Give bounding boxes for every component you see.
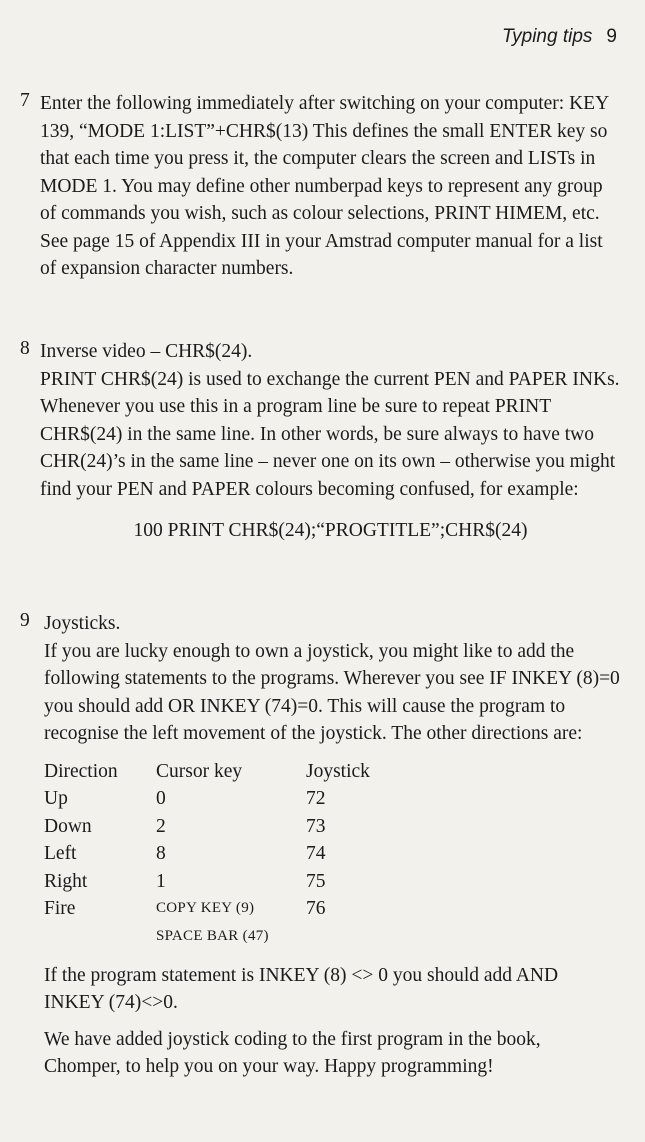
direction-cell: Left bbox=[44, 843, 77, 864]
table-row bbox=[44, 840, 621, 868]
cursor-key-cell: SPACE BAR (47) bbox=[156, 927, 269, 944]
header-joystick: Joystick bbox=[306, 760, 370, 782]
direction-cell: Right bbox=[44, 870, 88, 892]
direction-cell: Down bbox=[44, 815, 92, 837]
cursor-key-cell: COPY KEY (9) bbox=[156, 900, 255, 916]
joystick-cell: 75 bbox=[306, 870, 326, 892]
page-header bbox=[502, 26, 617, 48]
chapter-title: Typing tips bbox=[501, 26, 593, 47]
tip-7-text: Enter the following immediately after switching on your computer: KEY 139, “MODE 1:LIST”+CHR$(13) This defines the small ENTER key so that each time you press it, the computer clears the screen and LISTs in MODE 1. You may define other numberpad keys to represent any group of commands you wish, such as colour selections, PRINT HIMEM, etc. See page 15 of Appendix III in your Amstrad computer manual for a list of expansion character numbers. bbox=[40, 93, 609, 279]
tip-number: 9 bbox=[20, 610, 30, 631]
table-row bbox=[44, 813, 621, 841]
joystick-cell: 73 bbox=[306, 815, 326, 837]
page-number: 9 bbox=[606, 26, 617, 47]
direction-cell: Up bbox=[44, 788, 68, 809]
joystick-cell: 74 bbox=[306, 843, 326, 864]
header-cursor-key: Cursor key bbox=[156, 760, 243, 782]
closing-note: We have added joystick coding to the first program in the book, Chomper, to help you on your way. Happy programming! bbox=[44, 1029, 541, 1077]
tip-9-title: Joysticks. bbox=[44, 613, 121, 634]
table-row bbox=[44, 785, 621, 813]
joystick-cell: 72 bbox=[306, 788, 326, 809]
cursor-key-cell: 2 bbox=[156, 815, 166, 837]
table-row bbox=[44, 868, 621, 896]
tip-number: 8 bbox=[20, 338, 30, 359]
table-row bbox=[44, 923, 621, 951]
tip-8-title: Inverse video – CHR$(24). bbox=[40, 341, 253, 362]
tip-8-text: PRINT CHR$(24) is used to exchange the current PEN and PAPER INKs. Whenever you use this in a program line be sure to repeat PRINT CHR$(24) in the same line. In other words, be sure always to have two CHR(24)’s in the same line – never one on its own – otherwise you might find your PEN and PAPER colours becoming confused, for example: bbox=[40, 368, 620, 500]
header-direction: Direction bbox=[44, 760, 118, 782]
cursor-key-cell: 0 bbox=[156, 788, 166, 809]
joystick-cell bbox=[306, 923, 406, 951]
code-example: 100 PRINT CHR$(24);“PROGTITLE”;CHR$(24) bbox=[133, 520, 528, 541]
tip-7 bbox=[20, 90, 621, 283]
tip-9 bbox=[20, 610, 621, 1080]
inkey-note: If the program statement is INKEY (8) <> 0 you should add AND INKEY (74)<>0. bbox=[44, 965, 559, 1013]
tip-9-text: If you are lucky enough to own a joystick, you might like to add the following statements to the programs. Wherever you see IF INKEY (8)=0 you should add OR INKEY (74)=0. This will cause the program to recognise the left movement of the joystick. The other directions are: bbox=[44, 640, 620, 744]
cursor-key-cell: 1 bbox=[156, 870, 166, 892]
cursor-key-cell: 8 bbox=[156, 843, 166, 864]
table-row bbox=[44, 895, 621, 923]
direction-cell: Fire bbox=[44, 898, 76, 919]
joystick-cell: 76 bbox=[306, 898, 326, 919]
table-header-row bbox=[44, 758, 621, 786]
tip-number: 7 bbox=[20, 90, 30, 111]
joystick-table bbox=[44, 758, 621, 951]
tip-8 bbox=[20, 338, 621, 544]
direction-cell bbox=[44, 923, 156, 951]
